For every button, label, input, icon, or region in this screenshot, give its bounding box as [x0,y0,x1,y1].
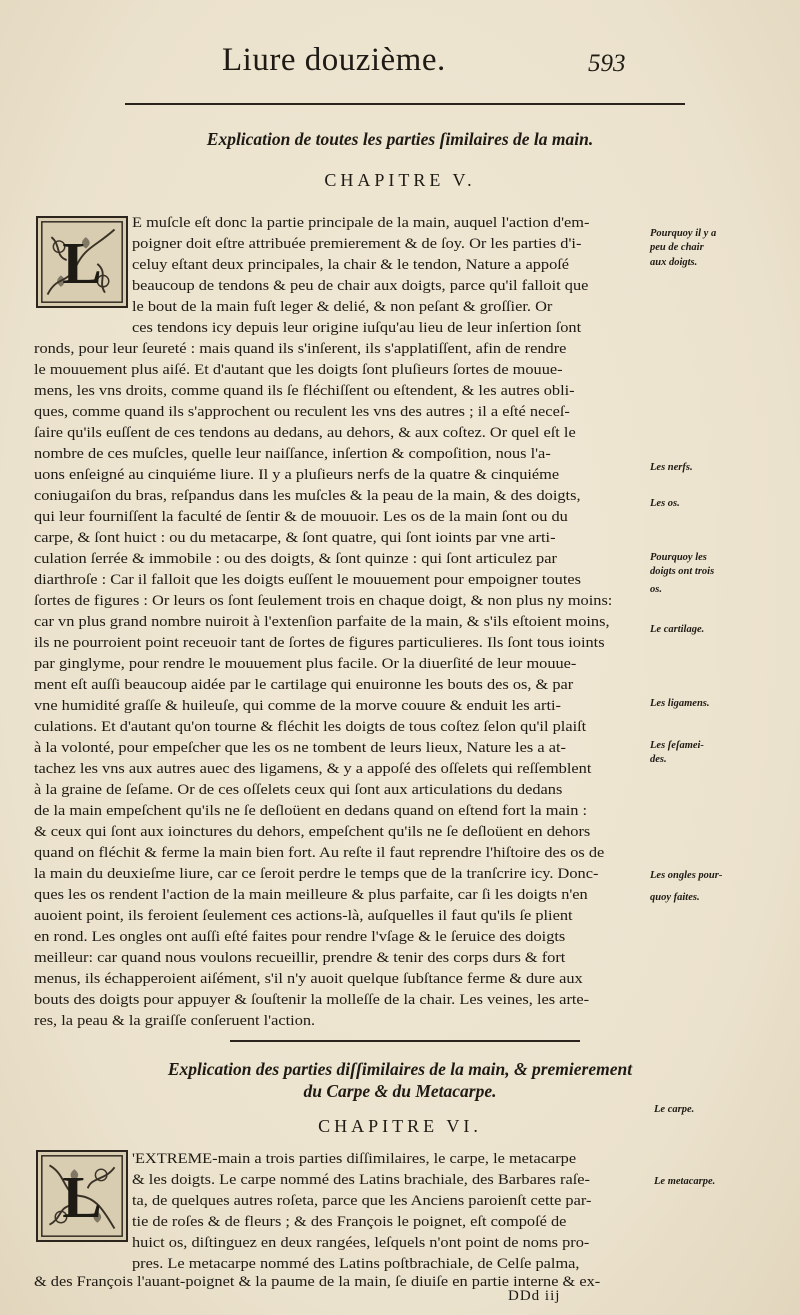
margin-note: Le carpe. [654,1104,695,1115]
text-line: uons enſeigné au cinquiéme liure. Il y a pluſieurs nerfs de la quatre & cinquiéme [34,467,560,483]
text-line: en rond. Les ongles ont auſſi eſté faites pour rendre l'vſage & le ſeruice des doigts [34,929,566,945]
margin-note: aux doigts. [650,257,698,268]
text-line: coniugaiſon du bras, reſpandus dans les muſcles & la peau de la main, & des doigts, [34,488,581,504]
text-line: culations. Et d'autant qu'on tourne & fléchit les doigts de tous coſtez ſelon qu'il plaiſt [34,719,587,735]
text-line: celuy eſtant deux principales, la chair & le tendon, Nature a appoſé [132,257,570,273]
ornamental-initial-1 [36,216,128,308]
text-line: le mouuement plus aiſé. Et d'autant que les doigts ſont pluſieurs ſortes de mouue- [34,362,563,378]
text-line: tachez les vns aux autres auec des ligamens, & y a appoſé des oſſelets qui reſſemblent [34,761,592,777]
margin-note: quoy faites. [650,892,700,903]
text-line: huict os, diſtinguez en deux rangées, leſquels n'ont point de noms pro- [132,1235,590,1251]
text-line: ronds, pour leur ſeureté : mais quand ils s'inſerent, ils s'applatiſſent, afin de rendre [34,341,567,357]
ornamental-initial-2 [36,1150,128,1242]
text-line: ta, de quelques autres roſeta, parce que les Anciens paroienſt cette par- [132,1193,592,1209]
text-line: de la main empeſchent qu'ils ne ſe deſloüent en dedans quand on eſtend fort la main : [34,803,588,819]
text-line: à la graine de ſeſame. Or de ces oſſelets ceux qui ſont aux articulations du dedans [34,782,563,798]
text-line: ment eſt auſſi beaucoup aidée par le cartilage qui enuironne les bouts des os, & par [34,677,574,693]
section-title-1: Explication de toutes les parties ſimilaires de la main. [206,129,594,149]
running-title: Liure douzième. [222,42,446,78]
margin-note: peu de chair [650,242,704,253]
dropcap-letter: L [62,1164,102,1231]
text-line: carpe, & ſont huict : ou du metacarpe, & ſont quatre, qui ſont ioints par vne arti- [34,530,556,546]
text-line: auoient point, ils feroient ſeulement ces actions-là, auſquelles il faut qu'ils ſe plient [34,908,573,924]
text-line: & ceux qui ſont aux ioinctures du dehors, empeſchent qu'ils ne ſe deſloüent en dehors [34,824,591,840]
header-rule [125,103,685,105]
text-line: menus, ils échapperoient aiſément, s'il n'y auoit quelque ſubſtance ferme & dure aux [34,971,583,987]
margin-note: Le cartilage. [650,624,705,635]
text-line: ils ne pourroient point receuoir tant de ſortes de figures particulieres. Ils ſont tous ioints [34,635,605,651]
dropcap-letter: L [62,230,102,297]
text-line: mens, les vns droits, comme quand ils ſe fléchiſſent ou eſtendent, & les autres obli- [34,383,575,399]
margin-note: des. [650,754,667,765]
text-line: quand on fléchit & ferme la main bien fort. Au reſte il faut reprendre l'hiſtoire des os de [34,845,605,861]
text-line: le bout de la main fuſt leger & delié, & non peſant & groſſier. Or [132,299,553,315]
text-line: res, la peau & la graiſſe conſeruent l'action. [34,1013,316,1029]
text-line: ques, comme quand ils s'approchent ou reculent les vns des autres ; il a eſté neceſ- [34,404,570,420]
text-line: car vn plus grand nombre nuiroit à l'extenſion parfaite de la main, & s'ils eſtoient moins, [34,614,610,630]
text-line: à la volonté, pour empeſcher que les os ne tombent de leurs lieux, Nature les a at- [34,740,566,756]
text-line: ſortes de figures : Or leurs os ſont ſeulement trois en chaque doigt, & non plus ny moins: [34,593,613,609]
text-line: vne humidité graſſe & huileuſe, qui comme de la morve couure & enduit les arti- [34,698,561,714]
margin-note: Les os. [650,498,680,509]
chapter-heading-5: CHAPITRE V. [324,170,476,190]
section-title-2b: du Carpe & du Metacarpe. [303,1081,497,1101]
section-title-2a: Explication des parties diſſimilaires de la main, & premierement [167,1059,633,1079]
text-line: & des François l'auant-poignet & la paume de la main, ſe diuiſe en partie interne & ex- [34,1274,601,1290]
page-number: 593 [588,50,626,77]
text-line: culation ſerrée & immobile : ou des doigts, & ſont quinze : qui ſont articulez par [34,551,557,567]
signature-mark: DDd iij [508,1288,561,1304]
text-line: poigner doit eſtre attribuée premierement & de ſoy. Or les parties d'i- [132,236,582,252]
floral-initial-icon [38,1152,126,1240]
margin-note: doigts ont trois [650,566,715,577]
margin-note: Le metacarpe. [654,1176,716,1187]
text-line: beaucoup de tendons & peu de chair aux doigts, parce qu'il falloit que [132,278,589,294]
text-line: E muſcle eſt donc la partie principale de la main, auquel l'action d'em- [132,215,590,231]
section-divider [230,1040,580,1042]
text-line: pres. Le metacarpe nommé des Latins poſtbrachiale, de Celſe palma, [132,1256,580,1272]
text-line: par ginglyme, pour rendre le mouuement plus facile. Or la diuerſité de leur mouue- [34,656,577,672]
text-line: bouts des doigts pour appuyer & ſouſtenir la molleſſe de la chair. Les veines, les arte- [34,992,590,1008]
margin-note: Pourquoy les [650,552,707,563]
margin-note: Les ſeſamei- [650,740,704,751]
text-line: 'EXTREME-main a trois parties diſſimilaires, le carpe, le metacarpe [132,1151,577,1167]
text-line: ces tendons icy depuis leur origine iuſqu'au lieu de leur inſertion ſont [132,320,582,336]
text-line: la main du deuxieſme liure, car ce ſeroit perdre le temps que de la tranſcrire icy. Donc- [34,866,599,882]
text-line: nombre de ces muſcles, quelle leur naiſſance, inſertion & compoſition, nous l'a- [34,446,551,462]
floral-initial-icon [38,218,126,306]
margin-note: Les nerfs. [650,462,693,473]
text-line: meilleur: car quand nous voulons recueillir, prendre & tenir des corps durs & fort [34,950,566,966]
chapter-heading-6: CHAPITRE VI. [318,1116,482,1136]
text-line: ſaire qu'ils euſſent de ces tendons au dedans, au dehors, & aux coſtez. Or quel eſt le [34,425,576,441]
margin-note: Pourquoy il y a [650,228,717,239]
text-line: diarthroſe : Car il falloit que les doigts euſſent le mouuement pour empoigner toutes [34,572,581,588]
text-line: & les doigts. Le carpe nommé des Latins brachiale, des Barbares raſe- [132,1172,590,1188]
margin-note: Les ligamens. [650,698,710,709]
running-head [0,38,800,88]
text-line: qui leur fourniſſent la faculté de ſentir & de mouuoir. Les os de la main ſont ou du [34,509,568,525]
margin-note: Les ongles pour- [650,870,723,881]
text-line: tie de roſes & de fleurs ; & des François le poignet, eſt compoſé de [132,1214,567,1230]
text-line: ques les os rendent l'action de la main meilleure & plus parfaite, car ſi les doigts n'en [34,887,588,903]
margin-note: os. [650,584,662,595]
